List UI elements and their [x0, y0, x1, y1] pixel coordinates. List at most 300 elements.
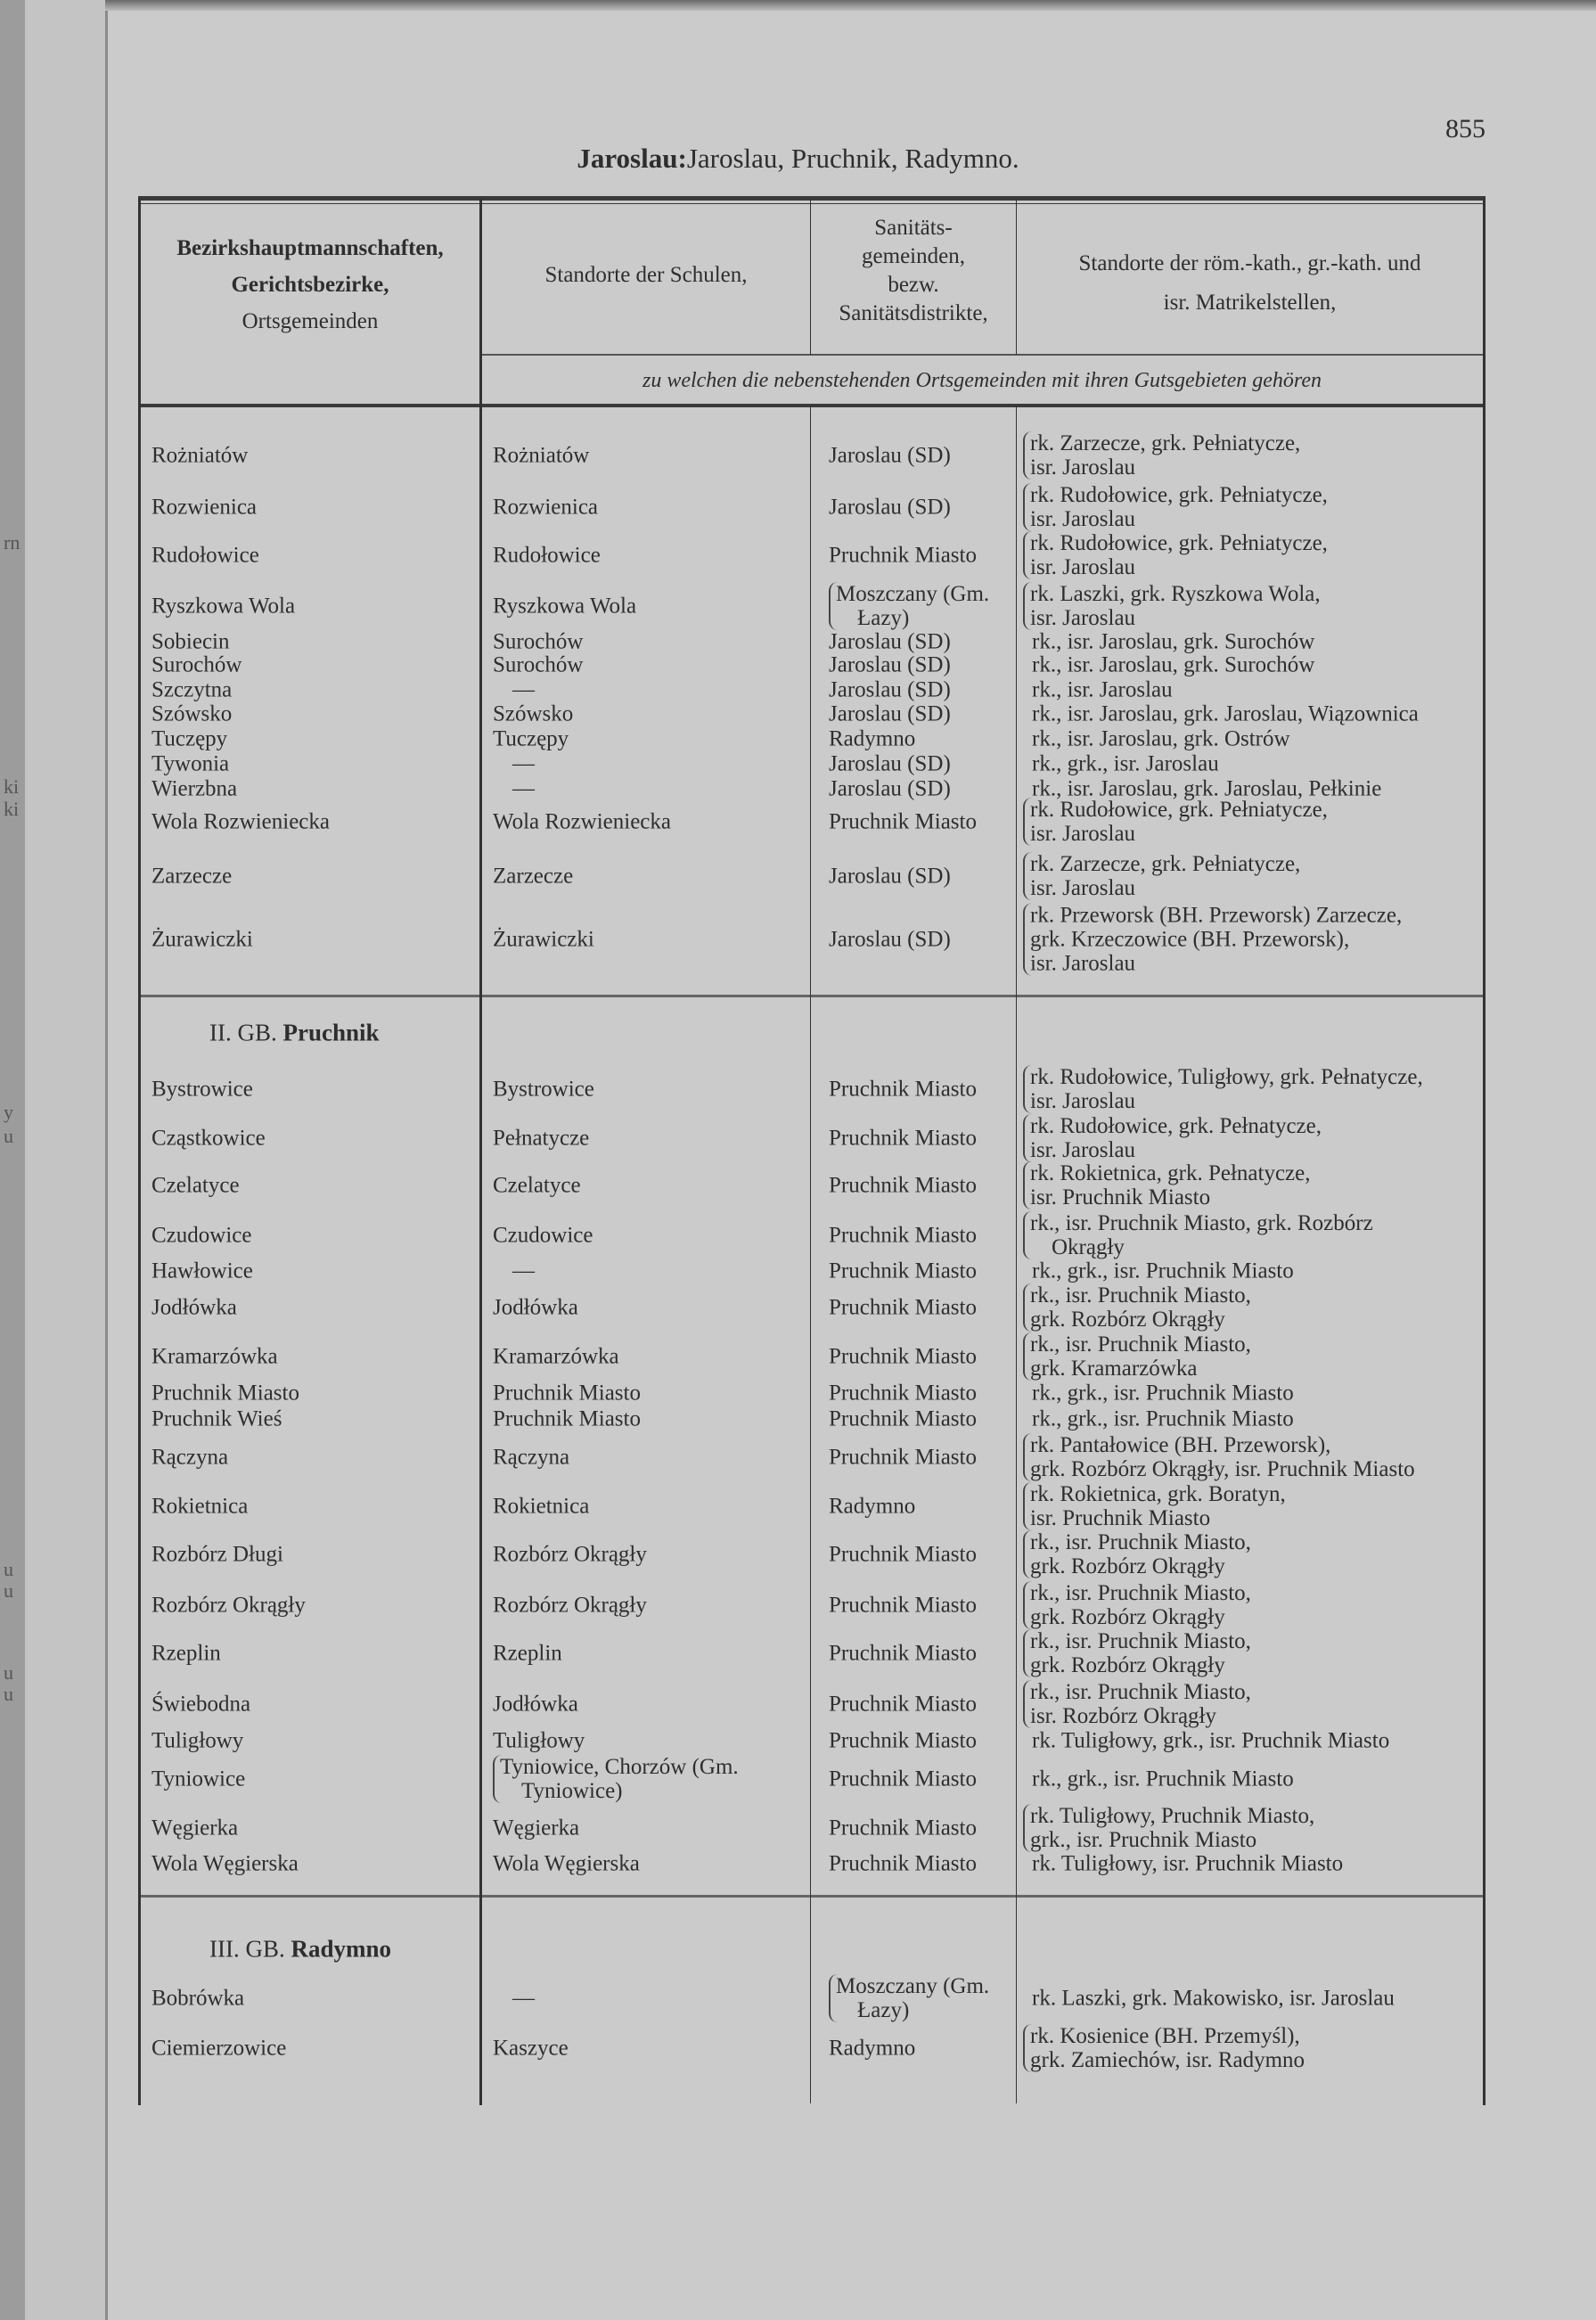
- registry-offices: [1023, 1987, 1395, 2011]
- cell-line: rk. Zarzecze, grk. Pełniatycze,: [1030, 431, 1301, 455]
- cell-line: rk., grk., isr. Pruchnik Miasto: [1032, 1381, 1294, 1406]
- cell-line: rk. Przeworsk (BH. Przeworsk) Zarzecze,: [1030, 903, 1403, 928]
- school-location: [493, 1693, 578, 1717]
- section-heading: [209, 1936, 391, 1963]
- cell-line: Jaroslau (SD): [829, 701, 951, 726]
- cell-line: grk., isr. Pruchnik Miasto: [1030, 1828, 1257, 1852]
- cell-line: Tyniowice, Chorzów (Gm.: [500, 1755, 739, 1779]
- cell-line: Pruchnik Miasto: [829, 1445, 977, 1470]
- header-col-schools: Standorte der Schulen,: [544, 263, 748, 287]
- cell-line: Jaroslau (SD): [829, 864, 951, 889]
- municipality-name: Bobrówka: [151, 1986, 245, 2011]
- school-location: [493, 496, 598, 520]
- cell-line: isr. Pruchnik Miasto: [1030, 1185, 1211, 1209]
- registry-offices: [1023, 1114, 1322, 1162]
- registry-offices: [1023, 1482, 1286, 1530]
- sanitary-district: [829, 2037, 915, 2061]
- cell-line: Pruchnik Miasto: [829, 1728, 977, 1753]
- cell-line: rk. Laszki, grk. Makowisko, isr. Jaroslau: [1032, 1986, 1395, 2011]
- school-location: [493, 1642, 562, 1666]
- subheader-rule: [480, 354, 1484, 356]
- registry-offices: [1023, 852, 1300, 900]
- cell-line: rk. Laszki, grk. Ryszkowa Wola,: [1030, 582, 1321, 606]
- page-top-edge: [105, 0, 1596, 11]
- cell-line: rk., isr. Pruchnik Miasto,: [1030, 1530, 1251, 1554]
- cell-line: Rokietnica: [493, 1494, 590, 1519]
- registry-offices: [1023, 904, 1402, 976]
- header-line: Bezirkshauptmannschaften,: [176, 236, 444, 260]
- cell-line: Czudowice: [493, 1223, 593, 1248]
- cell-line: Pruchnik Miasto: [829, 1406, 977, 1431]
- municipality-name: Węgierka: [151, 1816, 239, 1840]
- municipality-name: Czelatyce: [151, 1173, 240, 1198]
- registry-offices: [1023, 653, 1314, 677]
- cell-line: rk., isr. Jaroslau, grk. Surochów: [1032, 629, 1315, 654]
- municipality-name: Szczytna: [151, 677, 233, 702]
- municipality-name: Tywonia: [151, 751, 230, 776]
- municipality-name: Jodłówka: [151, 1295, 237, 1320]
- cell-line: rk. Rudołowice, grk. Pełniatycze,: [1030, 483, 1328, 507]
- section-number: II. GB.: [209, 1019, 283, 1046]
- header-line: Ortsgemeinden: [241, 309, 379, 333]
- cell-line: Surochów: [493, 652, 584, 677]
- cell-line: Szówsko: [493, 701, 574, 726]
- municipality-name: Szówsko: [151, 701, 233, 726]
- cell-line: Jodłówka: [493, 1295, 578, 1320]
- column-divider: [479, 198, 482, 2105]
- registry-offices: [1023, 678, 1173, 702]
- header-line: Gerichtsbezirke,: [231, 273, 389, 297]
- sanitary-district: [829, 1729, 977, 1753]
- cell-line: Jodłówka: [493, 1692, 578, 1717]
- cell-line: isr. Jaroslau: [1030, 1138, 1136, 1162]
- cell-line: rk., isr. Jaroslau, grk. Ostrów: [1032, 726, 1290, 751]
- cell-line: rk., isr. Pruchnik Miasto,: [1030, 1629, 1251, 1653]
- cell-line: Pruchnik Miasto: [829, 1126, 977, 1151]
- municipality-name: Żurawiczki: [151, 927, 253, 952]
- cell-line: Rozbórz Okrągły: [493, 1542, 647, 1567]
- section-rule: [138, 995, 1484, 997]
- cell-line: Pruchnik Miasto: [829, 1173, 977, 1198]
- school-location: [493, 1594, 647, 1618]
- sanitary-district: [829, 630, 951, 654]
- municipality-name: Pruchnik Miasto: [151, 1381, 299, 1406]
- municipality-name: Surochów: [151, 652, 242, 677]
- registry-offices: [1023, 702, 1419, 726]
- cell-line: rk. Tuligłowy, Pruchnik Miasto,: [1030, 1804, 1315, 1828]
- cell-line: Radymno: [829, 1494, 916, 1519]
- cell-line: Węgierka: [493, 1816, 580, 1840]
- cell-line: grk. Krzeczowice (BH. Przeworsk),: [1030, 927, 1350, 952]
- cell-line: isr. Jaroslau: [1030, 507, 1136, 531]
- header-line: Standorte der röm.-kath., gr.-kath. und: [1078, 251, 1421, 275]
- registry-offices: [1023, 1767, 1294, 1791]
- margin-fragment: rn: [4, 531, 20, 553]
- sanitary-district: [829, 1974, 989, 2022]
- cell-line: Pruchnik Miasto: [829, 1381, 977, 1406]
- header-subheader: zu welchen die nebenstehenden Ortsgemeinden mit ihren Gutsgebieten gehören: [642, 369, 1322, 392]
- cell-line: Pruchnik Miasto: [829, 1258, 977, 1283]
- header-line: Sanitätsdistrikte,: [839, 301, 988, 325]
- registry-offices: [1023, 1332, 1251, 1381]
- sanitary-district: [829, 865, 951, 889]
- cell-line: Tuczępy: [493, 726, 569, 751]
- cell-line: Jaroslau (SD): [829, 629, 951, 654]
- registry-offices: [1023, 1729, 1389, 1753]
- sanitary-district: [829, 544, 977, 568]
- municipality-name: Ryszkowa Wola: [151, 594, 296, 619]
- cell-line: grk. Rozbórz Okrągły: [1030, 1605, 1225, 1629]
- school-location: [493, 1495, 589, 1519]
- column-divider: [1016, 406, 1017, 2103]
- cell-line: rk., isr. Pruchnik Miasto,: [1030, 1283, 1251, 1308]
- column-divider: [810, 406, 811, 2103]
- header-line: isr. Matrikelstellen,: [1163, 291, 1337, 315]
- cell-line: Bystrowice: [493, 1077, 594, 1102]
- sanitary-district: [829, 678, 951, 702]
- municipality-name: Rokietnica: [151, 1494, 249, 1519]
- cell-line: Jaroslau (SD): [829, 776, 951, 801]
- sanitary-district: [829, 1642, 977, 1666]
- cell-line: rk. Tuligłowy, grk., isr. Pruchnik Miasto: [1032, 1728, 1390, 1753]
- header-col-registers: [1017, 244, 1483, 323]
- registry-offices: [1023, 798, 1328, 846]
- cell-line: Pruchnik Miasto: [829, 1641, 977, 1666]
- registry-offices: [1023, 1161, 1310, 1209]
- margin-fragment: u: [4, 1125, 13, 1147]
- margin-fragment: u: [4, 1558, 13, 1580]
- cell-line: —: [512, 1986, 535, 2011]
- school-location: [493, 1543, 647, 1567]
- cell-line: Pruchnik Miasto: [829, 1344, 977, 1369]
- registry-offices: [1023, 1433, 1415, 1481]
- municipality-name: Sobiecin: [151, 629, 230, 654]
- cell-line: Pruchnik Miasto: [829, 1542, 977, 1567]
- municipality-name: Rzeplin: [151, 1641, 221, 1666]
- sanitary-district: [829, 653, 951, 677]
- cell-line: Jaroslau (SD): [829, 443, 951, 468]
- cell-line: isr. Jaroslau: [1030, 606, 1136, 630]
- school-location: [493, 1407, 641, 1431]
- sanitary-district: [829, 582, 989, 630]
- sanitary-district: [829, 1767, 977, 1791]
- registry-offices: [1023, 483, 1328, 531]
- sanitary-district: [829, 444, 951, 468]
- cell-line: Pruchnik Miasto: [829, 1767, 977, 1791]
- registry-offices: [1023, 1530, 1251, 1578]
- municipality-name: Tuczępy: [151, 726, 228, 751]
- header-line: Sanitäts-: [874, 216, 953, 240]
- sanitary-district: [829, 702, 951, 726]
- cell-line: Jaroslau (SD): [829, 652, 951, 677]
- registry-offices: [1023, 1804, 1314, 1852]
- cell-line: Pruchnik Miasto: [829, 809, 977, 834]
- sanitary-district: [829, 1381, 977, 1406]
- cell-line: isr. Pruchnik Miasto: [1030, 1506, 1211, 1530]
- cell-line: rk., isr. Pruchnik Miasto,: [1030, 1680, 1251, 1704]
- title-courts: Jaroslau, Pruchnik, Radymno.: [686, 143, 1019, 174]
- municipality-name: Rożniatów: [151, 443, 249, 468]
- cell-line: Moszczany (Gm.: [836, 582, 990, 606]
- school-location: [512, 777, 535, 801]
- cell-line: rk. Rudołowice, grk. Pełniatycze,: [1030, 531, 1328, 555]
- school-location: [493, 810, 671, 834]
- cell-line: Radymno: [829, 726, 916, 751]
- cell-line: Łazy): [857, 606, 910, 630]
- cell-line: grk. Rozbórz Okrągły, isr. Pruchnik Miasto: [1030, 1457, 1415, 1481]
- municipality-name: Świebodna: [151, 1692, 251, 1717]
- registry-offices: [1023, 1629, 1251, 1677]
- margin-fragment: u: [4, 1579, 13, 1602]
- cell-line: rk., isr. Jaroslau: [1032, 677, 1173, 702]
- registry-offices: [1023, 1283, 1251, 1332]
- municipality-name: Cząstkowice: [151, 1126, 266, 1151]
- cell-line: Okrągły: [1052, 1235, 1125, 1259]
- school-location: [493, 1224, 593, 1248]
- school-location: [512, 752, 535, 776]
- cell-line: isr. Jaroslau: [1030, 555, 1136, 579]
- school-location: [493, 2037, 569, 2061]
- cell-line: rk., grk., isr. Jaroslau: [1032, 751, 1219, 776]
- sanitary-district: [829, 777, 951, 801]
- sanitary-district: [829, 928, 951, 952]
- municipality-name: Rozbórz Długi: [151, 1542, 283, 1567]
- cell-line: rk., isr. Jaroslau, grk. Surochów: [1032, 652, 1315, 677]
- cell-line: Pruchnik Miasto: [829, 543, 977, 568]
- sanitary-district: [829, 752, 951, 776]
- cell-line: Tuligłowy: [493, 1728, 585, 1753]
- sanitary-district: [829, 496, 951, 520]
- sanitary-district: [829, 1693, 977, 1717]
- school-location: [493, 928, 594, 952]
- cell-line: isr. Rozbórz Okrągły: [1030, 1704, 1216, 1728]
- page-title: [0, 143, 1596, 175]
- school-location: [493, 1755, 739, 1803]
- cell-line: Rączyna: [493, 1445, 570, 1470]
- cell-line: isr. Jaroslau: [1030, 1089, 1136, 1113]
- table-right-border: [1483, 198, 1486, 2105]
- cell-line: Ryszkowa Wola: [493, 594, 637, 619]
- cell-line: isr. Jaroslau: [1030, 951, 1136, 976]
- cell-line: isr. Jaroslau: [1030, 455, 1136, 480]
- cell-line: isr. Jaroslau: [1030, 876, 1136, 900]
- school-location: [512, 678, 535, 702]
- registry-offices: [1023, 2024, 1305, 2072]
- cell-line: Kramarzówka: [493, 1344, 619, 1369]
- sanitary-district: [829, 1259, 977, 1283]
- registry-offices: [1023, 727, 1290, 751]
- cell-line: Jaroslau (SD): [829, 495, 951, 520]
- cell-line: Moszczany (Gm.: [836, 1974, 990, 1998]
- registry-offices: [1023, 1581, 1251, 1629]
- school-location: [512, 1259, 535, 1283]
- cell-line: Surochów: [493, 629, 584, 654]
- cell-line: Rozwienica: [493, 495, 599, 520]
- cell-line: rk., isr. Jaroslau, grk. Jaroslau, Wiązownica: [1032, 701, 1419, 726]
- margin-fragment: u: [4, 1683, 13, 1705]
- school-location: [493, 444, 589, 468]
- registry-offices: [1023, 1852, 1343, 1876]
- sanitary-district: [829, 1543, 977, 1567]
- registry-offices: [1023, 1065, 1423, 1113]
- registry-offices: [1023, 1259, 1294, 1283]
- sanitary-district: [829, 1078, 977, 1102]
- header-col-district: [141, 234, 479, 336]
- cell-line: Jaroslau (SD): [829, 677, 951, 702]
- section-name: Radymno: [291, 1935, 392, 1963]
- cell-line: rk. Rokietnica, grk. Boratyn,: [1030, 1482, 1286, 1506]
- cell-line: grk. Rozbórz Okrągły: [1030, 1554, 1225, 1578]
- cell-line: Żurawiczki: [493, 927, 594, 952]
- cell-line: rk. Rudołowice, Tuligłowy, grk. Pełnatycze,: [1030, 1065, 1423, 1089]
- table-top-rule-thin: [138, 203, 1486, 204]
- section-name: Pruchnik: [282, 1019, 380, 1046]
- cell-line: Pruchnik Miasto: [829, 1295, 977, 1320]
- municipality-name: Wola Węgierska: [151, 1851, 299, 1876]
- cell-line: Pruchnik Miasto: [829, 1077, 977, 1102]
- sanitary-district: [829, 1446, 977, 1470]
- header-col-sanitary: [811, 214, 1016, 328]
- cell-line: —: [512, 1258, 535, 1283]
- school-location: [493, 1174, 581, 1198]
- sanitary-district: [829, 1345, 977, 1369]
- cell-line: Pruchnik Miasto: [829, 1593, 977, 1618]
- cell-line: rk., isr. Jaroslau, grk. Jaroslau, Pełkinie: [1032, 776, 1382, 801]
- municipality-name: Tyniowice: [151, 1767, 246, 1791]
- cell-line: Pruchnik Miasto: [493, 1381, 641, 1406]
- sanitary-district: [829, 1852, 977, 1876]
- registry-offices: [1023, 582, 1321, 630]
- school-location: [493, 727, 569, 751]
- cell-line: rk., grk., isr. Pruchnik Miasto: [1032, 1406, 1294, 1431]
- school-location: [493, 653, 583, 677]
- cell-line: rk. Rudołowice, grk. Pełnatycze,: [1030, 1114, 1322, 1138]
- cell-line: rk., isr. Pruchnik Miasto,: [1030, 1581, 1251, 1605]
- cell-line: Rzeplin: [493, 1641, 562, 1666]
- header-bottom-rule: [138, 404, 1486, 407]
- cell-line: Czelatyce: [493, 1173, 581, 1198]
- municipality-name: Pruchnik Wieś: [151, 1406, 282, 1431]
- sanitary-district: [829, 810, 977, 834]
- cell-line: Pruchnik Miasto: [829, 1851, 977, 1876]
- school-location: [493, 1729, 585, 1753]
- municipality-name: Wola Rozwieniecka: [151, 809, 330, 834]
- cell-line: Pruchnik Miasto: [829, 1692, 977, 1717]
- sanitary-district: [829, 1407, 977, 1431]
- municipality-name: Rączyna: [151, 1445, 229, 1470]
- section-number: III. GB.: [209, 1935, 291, 1963]
- margin-fragment: ki: [4, 775, 20, 798]
- cell-line: Pełnatycze: [493, 1126, 590, 1151]
- school-location: [512, 1987, 535, 2011]
- margin-fragment: ki: [4, 798, 20, 820]
- registry-offices: [1023, 1407, 1294, 1431]
- registry-offices: [1023, 1211, 1373, 1259]
- cell-line: Radymno: [829, 2036, 916, 2061]
- sanitary-district: [829, 1495, 915, 1519]
- cell-line: Łazy): [857, 1998, 910, 2022]
- cell-line: rk., grk., isr. Pruchnik Miasto: [1032, 1767, 1294, 1791]
- school-location: [493, 702, 573, 726]
- registry-offices: [1023, 752, 1219, 776]
- municipality-name: Rozwienica: [151, 495, 258, 520]
- municipality-name: Zarzecze: [151, 864, 233, 889]
- cell-line: grk. Rozbórz Okrągły: [1030, 1308, 1225, 1332]
- cell-line: rk. Pantałowice (BH. Przeworsk),: [1030, 1433, 1331, 1457]
- registry-offices: [1023, 531, 1328, 579]
- sanitary-district: [829, 727, 915, 751]
- registry-offices: [1023, 431, 1300, 480]
- school-location: [493, 1381, 641, 1406]
- municipality-name: Tuligłowy: [151, 1728, 244, 1753]
- header-line: gemeinden,: [862, 244, 965, 268]
- cell-line: Pruchnik Miasto: [829, 1223, 977, 1248]
- cell-line: Rożniatów: [493, 443, 590, 468]
- cell-line: rk., isr. Pruchnik Miasto, grk. Rozbórz: [1030, 1211, 1373, 1235]
- cell-line: —: [512, 776, 535, 801]
- municipality-name: Czudowice: [151, 1223, 252, 1248]
- cell-line: Wola Węgierska: [493, 1851, 640, 1876]
- cell-line: Jaroslau (SD): [829, 751, 951, 776]
- sanitary-district: [829, 1127, 977, 1151]
- cell-line: Rozbórz Okrągły: [493, 1593, 647, 1618]
- sanitary-district: [829, 1816, 977, 1840]
- cell-line: rk. Rokietnica, grk. Pełnatycze,: [1030, 1161, 1311, 1185]
- sanitary-district: [829, 1224, 977, 1248]
- cell-line: Kaszyce: [493, 2036, 569, 2061]
- cell-line: rk. Kosienice (BH. Przemyśl),: [1030, 2024, 1300, 2048]
- table-top-rule: [138, 196, 1486, 201]
- municipality-name: Ciemierzowice: [151, 2036, 287, 2061]
- binding-shadow: [0, 0, 25, 2320]
- cell-line: Rudołowice: [493, 543, 601, 568]
- school-location: [493, 1127, 589, 1151]
- school-location: [493, 1446, 569, 1470]
- cell-line: rk. Zarzecze, grk. Pełniatycze,: [1030, 852, 1301, 876]
- sanitary-district: [829, 1296, 977, 1320]
- school-location: [493, 1296, 578, 1320]
- cell-line: rk., grk., isr. Pruchnik Miasto: [1032, 1258, 1294, 1283]
- municipality-name: Rozbórz Okrągły: [151, 1593, 306, 1618]
- page-number: 855: [1445, 114, 1486, 143]
- header-line: bezw.: [888, 273, 939, 297]
- cell-line: —: [512, 677, 535, 702]
- table-left-border: [138, 198, 141, 2105]
- school-location: [493, 1816, 579, 1840]
- registry-offices: [1023, 630, 1314, 654]
- cell-line: Jaroslau (SD): [829, 927, 951, 952]
- cell-line: rk., isr. Pruchnik Miasto,: [1030, 1332, 1251, 1357]
- cell-line: Zarzecze: [493, 864, 574, 889]
- cell-line: Wola Rozwieniecka: [493, 809, 671, 834]
- cell-line: Pruchnik Miasto: [493, 1406, 641, 1431]
- cell-line: rk. Tuligłowy, isr. Pruchnik Miasto: [1032, 1851, 1344, 1876]
- municipality-name: Bystrowice: [151, 1077, 253, 1102]
- municipality-name: Hawłowice: [151, 1258, 253, 1283]
- municipality-name: Kramarzówka: [151, 1344, 278, 1369]
- sanitary-district: [829, 1174, 977, 1198]
- cell-line: grk. Kramarzówka: [1030, 1357, 1198, 1381]
- cell-line: —: [512, 751, 535, 776]
- school-location: [493, 1078, 594, 1102]
- cell-line: Tyniowice): [521, 1779, 623, 1803]
- cell-line: Pruchnik Miasto: [829, 1816, 977, 1840]
- cell-line: isr. Jaroslau: [1030, 822, 1136, 846]
- registry-offices: [1023, 1680, 1251, 1728]
- sanitary-district: [829, 1594, 977, 1618]
- municipality-name: Rudołowice: [151, 543, 259, 568]
- school-location: [493, 1852, 640, 1876]
